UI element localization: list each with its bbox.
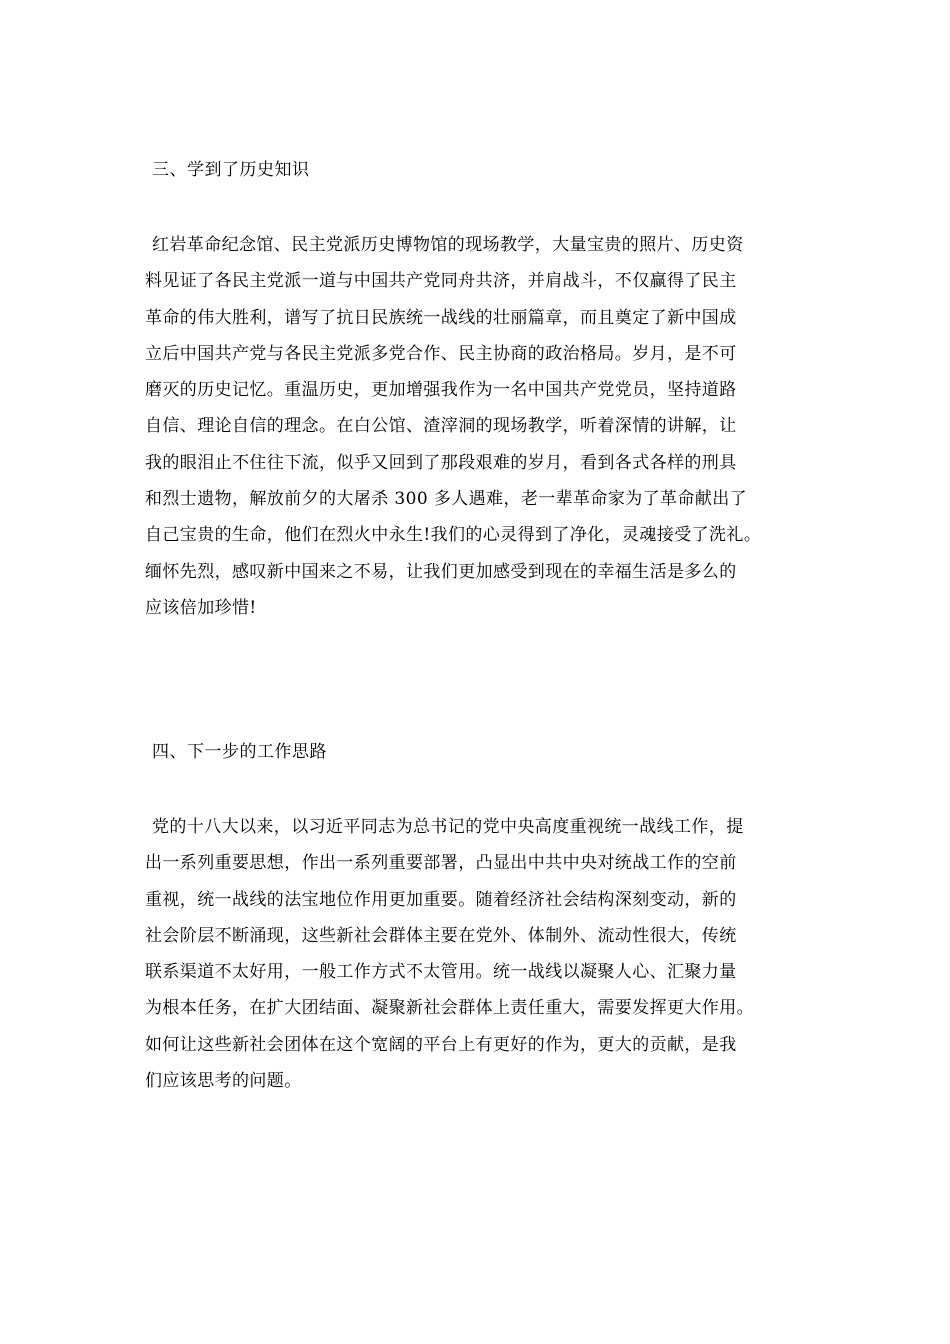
paragraph-line: 们应该思考的问题。 — [145, 1071, 302, 1092]
paragraph-line: 料见证了各民主党派一道与中国共产党同舟共济，并肩战斗，不仅赢得了民主 — [145, 271, 737, 292]
paragraph-line: 如何让这些新社会团体在这个宽阔的平台上有更好的作为，更大的贡献，是我 — [145, 1034, 737, 1055]
paragraph-line: 社会阶层不断涌现，这些新社会群体主要在党外、体制外、流动性很大，传统 — [145, 925, 737, 946]
paragraph-line: 自信、理论自信的理念。在白公馆、渣滓洞的现场教学，听着深情的讲解，让 — [145, 416, 737, 437]
paragraph-line: 为根本任务，在扩大团结面、凝聚新社会群体上责任重大，需要发挥更大作用。 — [145, 998, 754, 1019]
paragraph-line: 出一系列重要思想，作出一系列重要部署，凸显出中共中央对统战工作的空前 — [145, 853, 737, 874]
section-4-heading: 四、下一步的工作思路 — [152, 742, 327, 762]
paragraph-line: 我的眼泪止不住往下流，似乎又回到了那段艰难的岁月，看到各式各样的刑具 — [145, 452, 737, 473]
paragraph-line: 红岩革命纪念馆、民主党派历史博物馆的现场教学，大量宝贵的照片、历史资 — [152, 235, 744, 255]
paragraph-line: 党的十八大以来，以习近平同志为总书记的党中央高度重视统一战线工作，提 — [152, 817, 744, 837]
paragraph-line: 和烈士遗物，解放前夕的大屠杀 300 多人遇难，老一辈革命家为了革命献出了 — [145, 489, 748, 510]
paragraph-line: 缅怀先烈，感叹新中国来之不易，让我们更加感受到现在的幸福生活是多么的 — [145, 561, 737, 582]
paragraph-line: 应该倍加珍惜! — [145, 597, 257, 618]
paragraph-line: 磨灭的历史记忆。重温历史，更加增强我作为一名中国共产党党员，坚持道路 — [145, 380, 737, 401]
paragraph-line: 重视，统一战线的法宝地位作用更加重要。随着经济社会结构深刻变动，新的 — [145, 889, 737, 910]
section-3-heading: 三、学到了历史知识 — [152, 160, 310, 180]
section-4-paragraph — [145, 809, 825, 1099]
paragraph-line: 革命的伟大胜利，谱写了抗日民族统一战线的壮丽篇章，而且奠定了新中国成 — [145, 307, 737, 328]
paragraph-line: 立后中国共产党与各民主党派多党合作、民主协商的政治格局。岁月，是不可 — [145, 343, 737, 364]
paragraph-line: 联系渠道不太好用，一般工作方式不太管用。统一战线以凝聚人心、汇聚力量 — [145, 962, 737, 983]
section-3-paragraph — [145, 227, 825, 626]
paragraph-line: 自己宝贵的生命，他们在烈火中永生!我们的心灵得到了净化，灵魂接受了洗礼。 — [145, 525, 762, 546]
